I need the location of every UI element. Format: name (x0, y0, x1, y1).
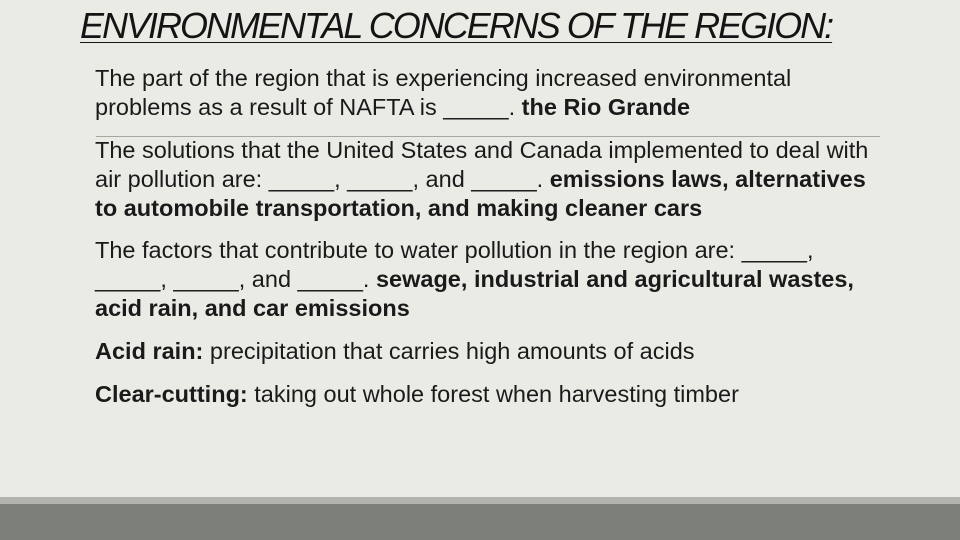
question-text: The part of the region that is experiencing increased environmental problems as a result of NAFTA is _____. (95, 65, 792, 120)
definition-text: taking out whole forest when harvesting timber (247, 381, 739, 407)
question-text: The factors that contribute to water pollution in the region are: _____, _____, _____, and _____. (95, 237, 814, 292)
definition-acid-rain (95, 337, 885, 366)
slide-body (95, 64, 885, 409)
term-text: Acid rain: (95, 338, 204, 364)
definition-clear-cutting (95, 380, 885, 409)
question-nafta-region (95, 64, 885, 122)
answer-text: the Rio Grande (521, 94, 691, 120)
answer-text: sewage, industrial and agricultural wastes, acid rain, and car emissions (95, 266, 854, 321)
question-text: The solutions that the United States and Canada implemented to deal with air pollution are: _____, _____, and _____. (95, 137, 869, 192)
question-air-pollution (95, 136, 885, 223)
definition-text: precipitation that carries high amounts of acids (203, 338, 695, 364)
footer-band-dark (0, 504, 960, 540)
answer-text: emissions laws, alternatives to automobile transportation, and making cleaner cars (95, 166, 866, 221)
term-text: Clear-cutting: (95, 381, 248, 407)
question-water-pollution (95, 236, 885, 323)
footer-band-light (0, 497, 960, 504)
slide-title: ENVIRONMENTAL CONCERNS OF THE REGION: (80, 5, 833, 46)
